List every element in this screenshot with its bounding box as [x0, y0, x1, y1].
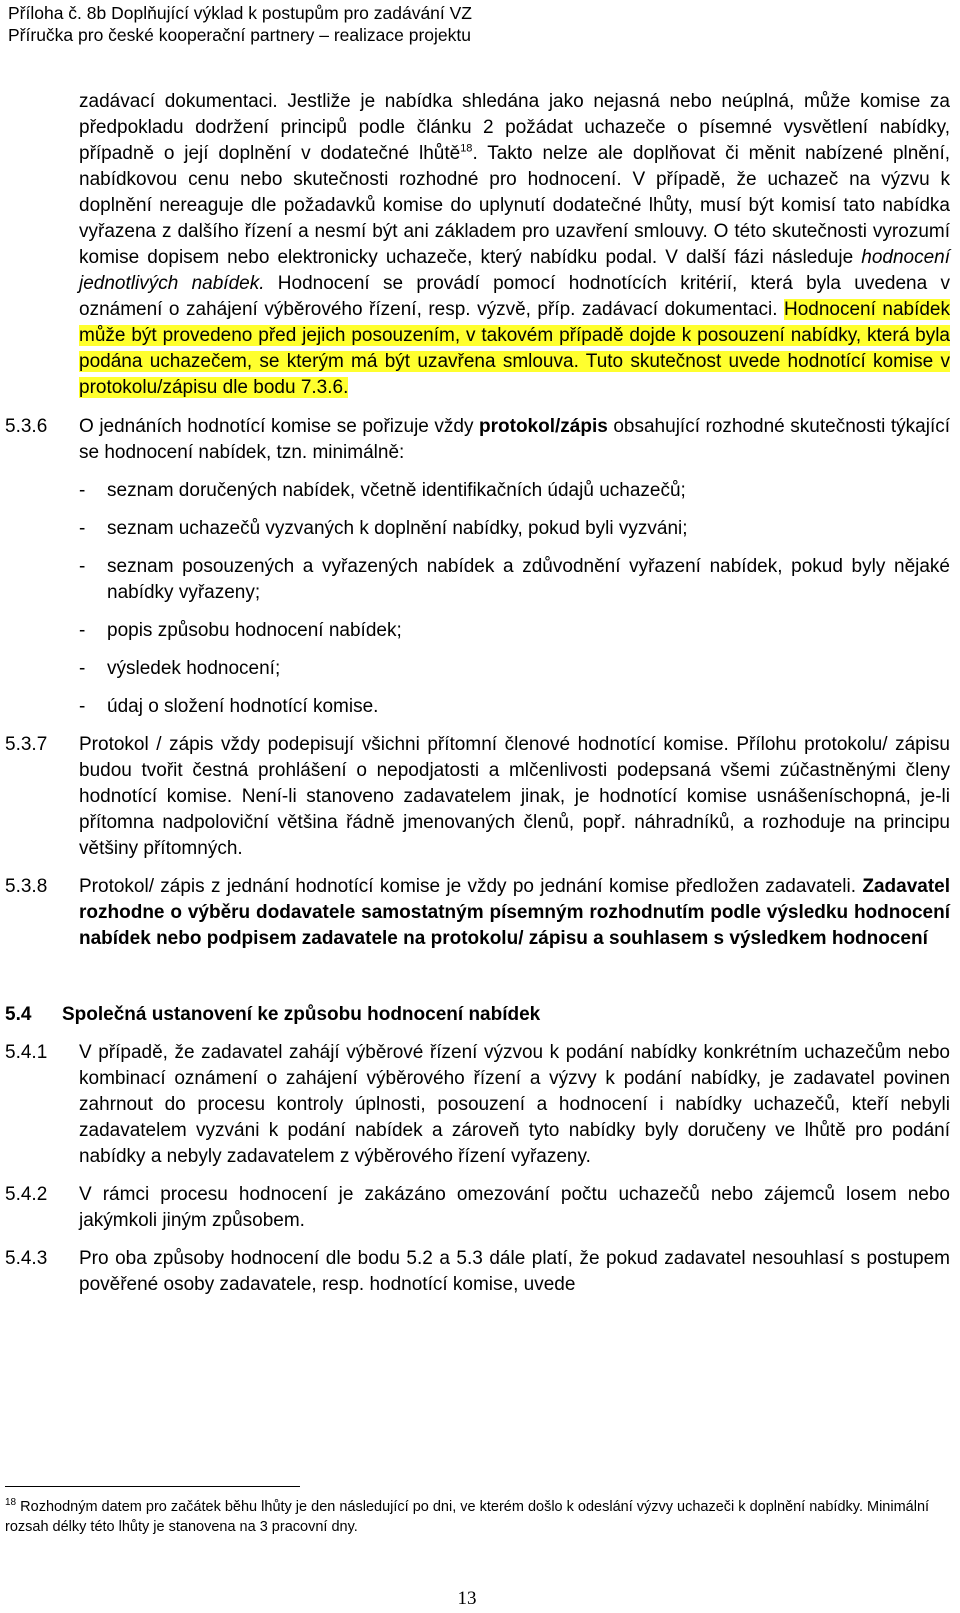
section-5-3-7 [0, 732, 960, 862]
section-bold-text: protokol/zápis [479, 416, 608, 437]
header-line-2: Příručka pro české kooperační partnery – realizace projektu [8, 25, 472, 45]
section-5-3-8 [0, 874, 960, 952]
section-number: 5.4.2 [5, 1184, 48, 1205]
section-number: 5.3.7 [5, 734, 48, 755]
intro-italic: hodnocení jednotlivých nabídek. [79, 247, 950, 294]
minimum-content-list [79, 478, 950, 720]
section-text: O jednáních hodnotící komise se pořizuje vždy [79, 416, 480, 437]
section-5-4-2 [0, 1182, 960, 1234]
highlighted-text: Hodnocení nabídek může být provedeno před jejich posouzením, v takovém případě dojde k posouzení nabídky, která byla podána uchazečem, se kterým má být uzavřena smlouva. Tuto skutečnost uvede hodnotící komise v protokolu/zápisu dle bodu 7.3.6. [79, 299, 950, 398]
page-number: 13 [457, 1588, 477, 1609]
page-body [0, 89, 960, 1298]
list-item: - údaj o složení hodnotící komise. [79, 696, 379, 717]
list-item: - výsledek hodnocení; [79, 658, 281, 679]
section-text: Protokol/ zápis z jednání hodnotící komise je vždy po jednání komise předložen zadavateli. [79, 876, 863, 897]
section-number: 5.3.6 [5, 416, 48, 437]
list-item: - popis způsobu hodnocení nabídek; [79, 620, 402, 641]
intro-text-1: zadávací dokumentaci. Jestliže je nabídka shledána jako nejasná nebo neúplná, může komise za předpokladu dodržení principů podle článku 2 požádat uchazeče o písemné vysvětlení nabídky, případně o její doplnění v dodatečné lhůtě [79, 91, 950, 164]
section-number: 5.4.3 [5, 1248, 48, 1269]
footnote [5, 1497, 940, 1537]
section-5-4-1 [0, 1040, 960, 1170]
heading-title: Společná ustanovení ke způsobu hodnocení nabídek [62, 1004, 541, 1025]
heading-number: 5.4 [5, 1004, 32, 1025]
document-header [8, 2, 948, 46]
section-text: obsahující rozhodné skutečnosti týkající se hodnocení nabídek, tzn. minimálně: [79, 416, 950, 463]
list-item: - seznam doručených nabídek, včetně identifikačních údajů uchazečů; [79, 480, 686, 501]
footnote-text: Rozhodným datem pro začátek běhu lhůty je den následující po dni, ve kterém došlo k odeslání výzvy uchazeči k doplnění nabídky. Minimální rozsah délky této lhůty je stanovena na 3 pracovní dny. [5, 1499, 930, 1535]
footnote-ref[interactable]: 18 [460, 142, 473, 155]
section-number: 5.4.1 [5, 1042, 48, 1063]
list-item: - seznam uchazečů vyzvaných k doplnění nabídky, pokud byli vyzváni; [79, 518, 688, 539]
footnote-number: 18 [5, 1497, 17, 1509]
section-heading-5-4 [0, 1002, 960, 1028]
intro-paragraph [0, 89, 960, 401]
section-text: Pro oba způsoby hodnocení dle bodu 5.2 a 5.3 dále platí, že pokud zadavatel nesouhlasí s postupem pověřené osoby zadavatele, resp. hodnotící komise, uvede [79, 1248, 950, 1295]
intro-text-3: Hodnocení se provádí pomocí hodnotících kritérií, která byla uvedena v oznámení o zahájení výběrového řízení, resp. výzvě, příp. zadávací dokumentaci. [79, 273, 950, 320]
footnote-separator [5, 1486, 300, 1487]
section-5-4-3 [0, 1246, 960, 1298]
intro-text-2: . Takto nelze ale doplňovat či měnit nabízené plnění, nabídkovou cenu nebo skutečnosti rozhodné pro hodnocení. V případě, že uchazeč na výzvu k doplnění nereaguje dle požadavků komise do uplynutí dodatečné lhůty, musí být komisí tato nabídka vyřazena z dalšího řízení a nesmí být ani základem pro uzavření smlouvy. O této skutečnosti vyrozumí komise dopisem nebo elektronicky uchazeče, který nabídku podal. V další fázi následuje [79, 143, 950, 268]
section-number: 5.3.8 [5, 876, 48, 897]
section-5-3-6 [0, 414, 960, 720]
list-item: - seznam posouzených a vyřazených nabídek a zdůvodnění vyřazení nabídek, pokud byly nějaké nabídky vyřazeny; [79, 556, 950, 603]
section-text: V rámci procesu hodnocení je zakázáno omezování počtu uchazečů nebo zájemců losem nebo jakýmkoli jiným způsobem. [79, 1184, 950, 1231]
section-text: Protokol / zápis vždy podepisují všichni přítomní členové hodnotící komise. Přílohu protokolu/ zápisu budou tvořit čestná prohlášení o nepodjatosti a mlčenlivosti podepsaná všemi zúčastněnými členy hodnotící komise. Není-li stanoveno zadavatelem jinak, je hodnotící komise usnášeníschopná, je-li přítomna nadpoloviční většina řádně jmenovaných členů, popř. náhradníků, a rozhoduje na principu většiny přítomných. [79, 734, 950, 859]
header-line-1: Příloha č. 8b Doplňující výklad k postupům pro zadávání VZ [8, 3, 472, 23]
section-text: V případě, že zadavatel zahájí výběrové řízení výzvou k podání nabídky konkrétním uchazečům nebo kombinací oznámení o zahájení výběrového řízení a výzvy k podání nabídky, je zadavatel povinen zahrnout do procesu kontroly úplnosti, posouzení a hodnocení i nabídky uchazečů, kteří nebyli zadavatelem vyzváni k podání nabídek a zároveň tyto nabídky byly doručeny ve lhůtě pro podání nabídky a nebyly zadavatelem z výběrového řízení vyřazeny. [79, 1042, 950, 1167]
section-bold-text: Zadavatel rozhodne o výběru dodavatele samostatným písemným rozhodnutím podle výsledku hodnocení nabídek nebo podpisem zadavatele na protokolu/ zápisu a souhlasem s výsledkem hodnocení [79, 876, 950, 949]
